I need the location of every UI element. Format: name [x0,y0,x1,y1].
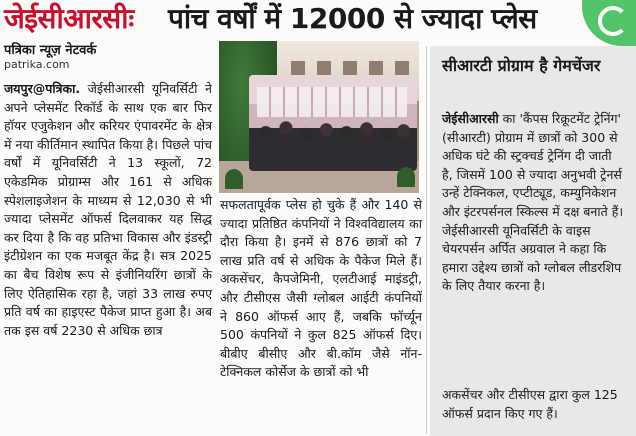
sidebar-box [430,46,636,436]
sidebar-text: का 'कैंपस रिक्रूटमेंट ट्रेनिंग' (सीआरटी) प्रोग्राम में छात्रों को 300 से अधिक घंटे की स्ट्रक्चर्ड ट्रेनिंग दी जाती है, जिसमें 100 से ज्यादा अनुभवी ट्रेनर्स उन्हें टेक्निकल, एप्टीट्यूड, कम्युनिकेशन और इंटरपर्सनल स्किल्स में दक्ष बनाते हैं। जेईसीआरसी यूनिवर्सिटी के वाइस चेयरपर्सन अर्पित अग्रवाल ने कहा कि हमारा उद्देश्य छात्रों को ग्लोबल लीडरशिप के लिए तैयार करना है। [442,111,624,294]
photo-placards [257,87,407,117]
photo-plant [225,169,243,189]
photo-plant [397,167,415,187]
sidebar-title: सीआरटी प्रोग्राम है गेमचेंजर [442,56,601,75]
headline-brand: जेईसीआरसीः [4,2,134,35]
sidebar-footer: अकसेंचर और टीसीएस द्वारा कुल 125 ऑफर्स प्रदान किए गए हैं। [442,387,618,421]
headline-text: पांच वर्षों में 12000 से ज्यादा प्लेस [168,2,537,35]
column-divider [426,46,427,434]
news-photo [219,41,419,193]
site-link[interactable]: patrika.com [4,58,70,71]
article-body-2: सफलतापूर्वक प्लेस हो चुके हैं और 140 से ज्यादा प्रतिष्ठित कंपनियों ने विश्वविद्यालय का दौरा किया है। इनमें से 876 छात्रों को 7 लाख प्रति वर्ष से अधिक के पैकेज मिले हैं। अकसेंचर, कैपजेमिनी, एलटीआई माइंडट्री, और टीसीएस जैसी ग्लोबल आईटी कंपनियों ने 860 ऑफर्स आए हैं, जबकि फॉर्च्यून 500 कंपनियों ने कुल 825 ऑफर्स दिए। बीबीए बीसीए और बी.कॉम जैसे नॉन-टेक्निकल कोर्सेज के छात्रों को भी [220,197,422,380]
byline: पत्रिका न्यूज़ नेटवर्क [4,43,97,58]
article-body-1: जेईसीआरसी यूनिवर्सिटी ने अपने प्लेसमेंट रिकॉर्ड के साथ एक बार फिर हॉयर एजुकेशन और करियर एंपावरमेंट के क्षेत्र में नया कीर्तिमान स्थापित किया है। पिछले पांच वर्षों में यूनिवर्सिटी ने 13 स्कूलों, 72 एकेडमिक प्रोग्राम्स और 161 से अधिक स्पेशलाइजेशन के माध्यम से 12,030 से भी ज्यादा प्लेसमेंट ऑफर्स दिलवाकर यह सिद्ध कर दिया है कि वह प्रतिभा विकास और इंडस्ट्री इंटीग्रेशन का एक मजबूत केंद्र है। सत्र 2025 का बैच विशेष रूप से इंजीनियरिंग छात्रों के लिए ऐतिहासिक रहा है, जहां 33 लाख रुपए प्रति वर्ष का हाइएस्ट पैकेज प्राप्त हुआ है। अब तक इस वर्ष 2230 से अधिक छात्र [4,81,212,338]
dateline: जयपुर@पत्रिका. [4,81,81,96]
article-column-2 [220,196,422,382]
sidebar-body [442,110,626,296]
logo-ring [598,6,628,36]
article-column-1 [4,80,212,340]
headline [0,0,636,40]
sidebar-lead: जेईसीआरसी [442,111,499,126]
